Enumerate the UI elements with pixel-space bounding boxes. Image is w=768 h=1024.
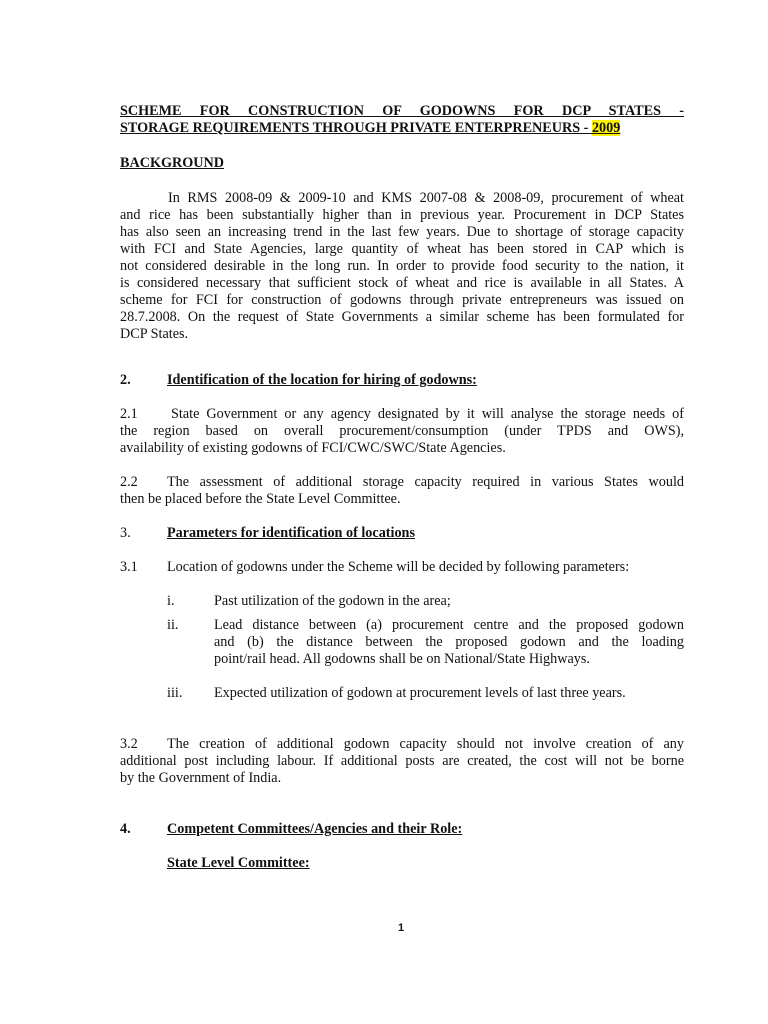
list-item-ii-number: ii. [167,617,179,633]
list-item-i-number: i. [167,593,175,609]
background-heading: BACKGROUND [120,155,225,171]
para-2-1-line-2: the region based on overall procurement/consumption (under TPDS and OWS), [120,423,684,439]
list-item-ii-line-1: Lead distance between (a) procurement centre and the proposed godown [214,617,684,633]
background-line-9: DCP States. [120,326,189,342]
page-number: 1 [398,922,405,934]
para-3-2-number: 3.2 [120,736,138,752]
para-2-2-number: 2.2 [120,474,138,490]
section-4-heading: Competent Committees/Agencies and their Role: [167,821,463,837]
title-line-1: SCHEME FOR CONSTRUCTION OF GODOWNS FOR DCP STATES - [120,103,684,119]
section-3-number: 3. [120,525,131,541]
para-3-2-line-1: The creation of additional godown capacity should not involve creation of any [167,736,684,752]
title-line-2 [120,120,690,137]
section-3-heading: Parameters for identification of locations [167,525,415,541]
list-item-iii-text: Expected utilization of godown at procurement levels of last three years. [214,685,626,701]
section-4-number: 4. [120,821,131,837]
background-line-5: not considered desirable in the long run. In order to provide food security to the nation, it [120,258,684,274]
list-item-ii-line-2: and (b) the distance between the proposed godown and the loading [214,634,684,650]
list-item-ii-line-3: point/rail head. All godowns shall be on National/State Highways. [214,651,590,667]
background-line-8: 28.7.2008. On the request of State Governments a similar scheme has been formulated for [120,309,684,325]
state-level-committee-heading: State Level Committee: [167,855,310,871]
para-3-2-line-2: additional post including labour. If additional posts are created, the cost will not be borne [120,753,684,769]
para-2-2-line-2: then be placed before the State Level Committee. [120,491,401,507]
para-2-1-number: 2.1 [120,406,138,422]
list-item-i-text: Past utilization of the godown in the area; [214,593,451,609]
para-3-1-number: 3.1 [120,559,138,575]
section-2-heading: Identification of the location for hiring of godowns: [167,372,477,388]
title-year-highlight: 2009 [591,120,621,136]
background-line-3: has also seen an increasing trend in the last few years. Due to shortage of storage capacity [120,224,684,240]
background-line-6: is considered necessary that sufficient stock of wheat and rice is available in all States. A [120,275,684,291]
background-line-7: scheme for FCI for construction of godowns through private entrepreneurs was issued on [120,292,684,308]
title-line-2-text: STORAGE REQUIREMENTS THROUGH PRIVATE ENTERPRENEURS - [120,120,592,136]
para-3-1-text: Location of godowns under the Scheme will be decided by following parameters: [167,559,630,575]
background-line-1: In RMS 2008-09 & 2009-10 and KMS 2007-08 & 2008-09, procurement of wheat [168,190,684,206]
section-2-number: 2. [120,372,131,388]
list-item-iii-number: iii. [167,685,183,701]
para-2-2-line-1: The assessment of additional storage capacity required in various States would [167,474,684,490]
para-2-1-line-3: availability of existing godowns of FCI/CWC/SWC/State Agencies. [120,440,506,456]
background-line-2: and rice has been substantially higher than in previous year. Procurement in DCP States [120,207,684,223]
para-2-1-line-1: State Government or any agency designated by it will analyse the storage needs of [171,406,684,422]
para-3-2-line-3: by the Government of India. [120,770,282,786]
background-line-4: with FCI and State Agencies, large quantity of wheat has been stored in CAP which is [120,241,684,257]
